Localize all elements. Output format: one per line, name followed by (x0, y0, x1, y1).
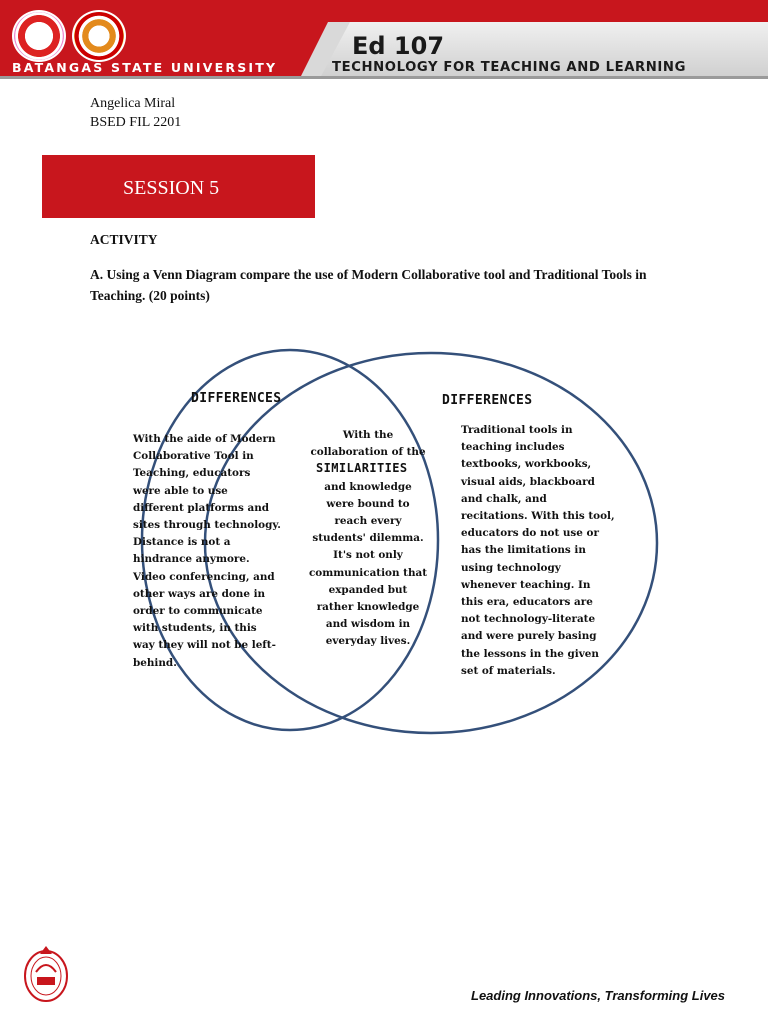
venn-text-line: expanded but (328, 583, 408, 596)
course-code: Ed 107 (352, 32, 445, 60)
venn-right-text (461, 422, 621, 680)
venn-text-line: students' dilemma. (312, 532, 424, 545)
venn-center-heading: SIMILARITIES (316, 461, 408, 475)
venn-text-line: were able to use (133, 484, 228, 497)
venn-text-line: With the (342, 429, 394, 441)
venn-text-line: with students, in this (133, 622, 257, 635)
footer-tagline: Leading Innovations, Transforming Lives (471, 988, 726, 1003)
university-name: BATANGAS STATE UNIVERSITY (12, 60, 278, 75)
activity-heading: ACTIVITY (90, 232, 158, 247)
session-banner (42, 155, 315, 218)
venn-text-line: has the limitations in (461, 544, 586, 557)
header-banner (0, 0, 768, 78)
venn-diagram (70, 345, 670, 740)
venn-text-line: reach every (334, 515, 402, 528)
venn-text-line: sites through technology. (133, 519, 281, 532)
venn-left-heading: DIFFERENCES (191, 391, 282, 406)
venn-text-line: other ways are done in (133, 587, 266, 600)
venn-text-line: everyday lives. (325, 635, 411, 648)
venn-text-line: different platforms and (133, 501, 270, 514)
venn-text-line: and chalk, and (461, 492, 547, 505)
header-divider (0, 76, 768, 79)
activity-instruction: A. Using a Venn Diagram compare the use of Modern Collaborative tool and Traditional Tools in Teaching. (20 points) (90, 267, 647, 303)
venn-text-line: and wisdom in (325, 618, 411, 631)
venn-text-line: communication that (308, 566, 428, 579)
venn-text-line: way they will not be left- (133, 639, 276, 652)
venn-right-heading: DIFFERENCES (442, 393, 533, 408)
venn-text-line: whenever teaching. In (461, 578, 591, 591)
venn-text-line: hindrance anymore. (133, 553, 250, 566)
venn-text-line: visual aids, blackboard (461, 475, 595, 488)
student-info (90, 94, 181, 132)
venn-text-line: With the aide of Modern (133, 433, 276, 445)
venn-text-line: recitations. With this tool, (461, 510, 615, 523)
venn-text-line: using technology (461, 561, 561, 574)
venn-text-line (308, 461, 428, 478)
venn-text-line: Teaching, educators (133, 467, 251, 480)
student-name: Angelica Miral (90, 96, 176, 111)
venn-text-line: not technology-literate (461, 613, 596, 626)
university-seal-logo (12, 10, 66, 62)
venn-text-line: Traditional tools in (461, 424, 573, 436)
course-title: TECHNOLOGY FOR TEACHING AND LEARNING (332, 60, 686, 75)
venn-text-line: Video conferencing, and (133, 570, 275, 583)
venn-text-line: collaboration of the (310, 446, 426, 459)
venn-text-line: were bound to (326, 497, 410, 510)
venn-text-line: textbooks, workbooks, (461, 458, 592, 471)
venn-text-line: Distance is not a (133, 536, 231, 549)
venn-text-line: this era, educators are (461, 596, 593, 609)
venn-text-line: order to communicate (133, 605, 263, 618)
venn-center-text (308, 427, 428, 651)
bed-seal-logo (22, 944, 70, 1004)
venn-text-line: rather knowledge (316, 601, 420, 614)
venn-text-line: educators do not use or (461, 527, 599, 540)
venn-text-line: behind. (133, 656, 177, 669)
venn-text-line: and knowledge (324, 480, 412, 493)
student-section: BSED FIL 2201 (90, 115, 182, 130)
venn-text-line: teaching includes (461, 441, 565, 454)
venn-text-line: the lessons in the given (461, 647, 599, 660)
venn-text-line: set of materials. (461, 664, 556, 677)
venn-left-text (133, 431, 293, 672)
venn-text-line: It's not only (333, 549, 403, 562)
session-title: SESSION 5 (123, 177, 220, 199)
venn-text-line: Collaborative Tool in (133, 450, 254, 463)
college-seal-logo (72, 10, 126, 62)
venn-text-line: and were purely basing (461, 630, 597, 643)
